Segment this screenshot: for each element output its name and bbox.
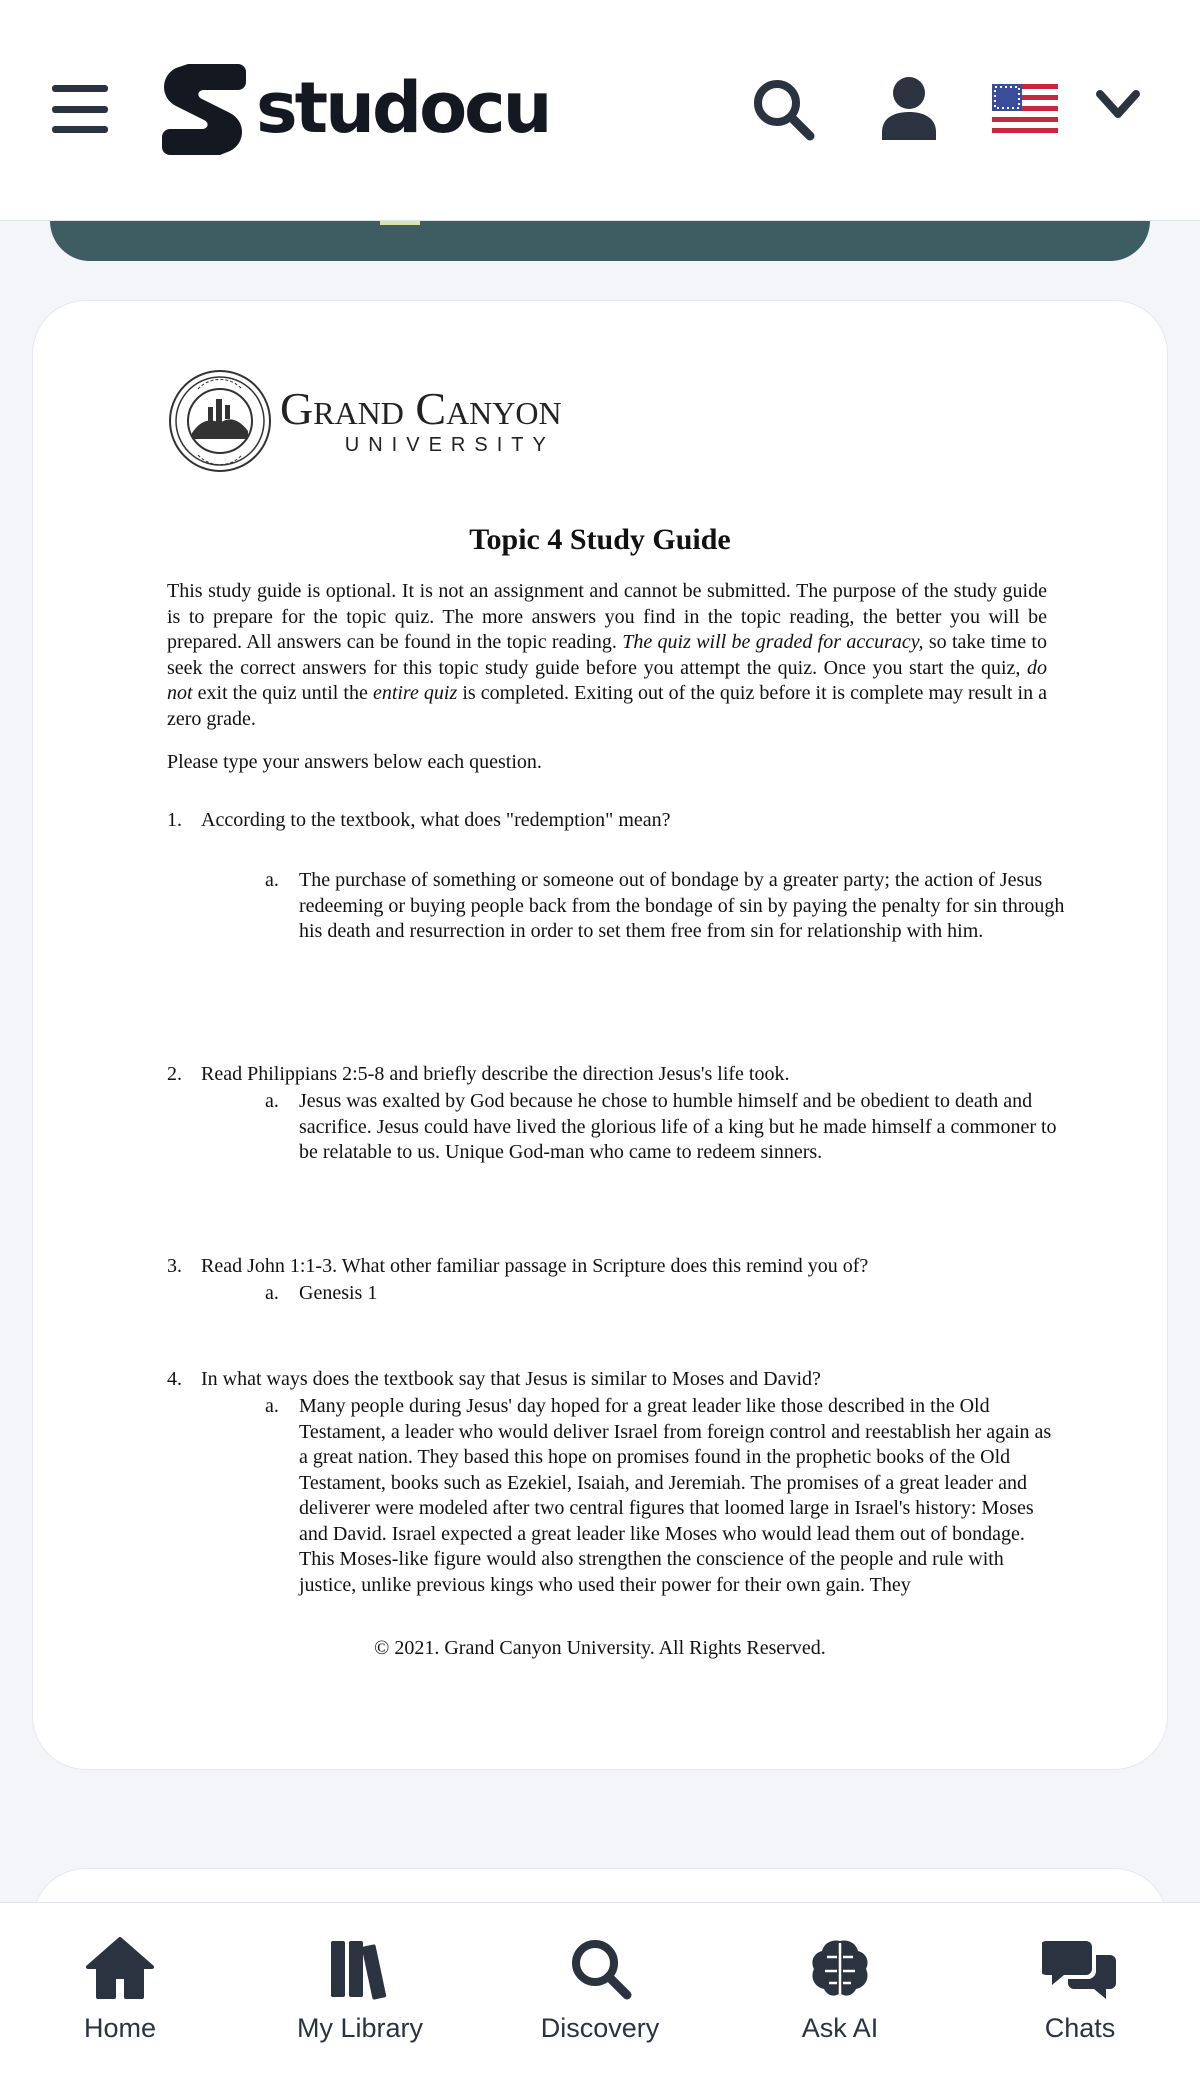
chat-icon bbox=[1042, 1935, 1118, 2001]
nav-label: Home bbox=[83, 2013, 157, 2043]
question-text: In what ways does the textbook say that Jesus is similar to Moses and David? bbox=[201, 1368, 821, 1390]
question-3 bbox=[167, 1255, 1067, 1278]
brand-name: studocu bbox=[256, 67, 550, 149]
brain-icon bbox=[807, 1935, 873, 2001]
intro-italic-2: do not bbox=[167, 656, 1047, 704]
answer-2 bbox=[265, 1089, 1065, 1166]
question-number: 3. bbox=[167, 1255, 182, 1277]
answer-text: Genesis 1 bbox=[299, 1282, 378, 1304]
answer-letter: a. bbox=[265, 1395, 279, 1417]
answer-4 bbox=[265, 1394, 1065, 1598]
question-4 bbox=[167, 1368, 1067, 1391]
copyright-footer: © 2021. Grand Canyon University. All Rights Reserved. bbox=[374, 1637, 826, 1659]
nav-label: Ask AI bbox=[801, 2013, 879, 2043]
top-header bbox=[0, 0, 1200, 221]
promo-banner[interactable] bbox=[50, 215, 1150, 261]
user-icon[interactable] bbox=[880, 76, 938, 140]
nav-home[interactable] bbox=[0, 1903, 240, 2074]
answer-3 bbox=[265, 1281, 1065, 1307]
answer-text: The purchase of something or someone out of bondage by a greater party; the action of Jesus redeeming or buying people back from the bondage of sin by paying the penalty for sin through his death and resurrection in order to set them free from sin for relationship with him. bbox=[299, 869, 1065, 942]
gcu-logo bbox=[168, 369, 562, 473]
intro-text-2: so take time to seek the correct answers for this topic study guide before you attempt the quiz. Once you start the quiz, bbox=[167, 631, 1047, 679]
home-icon bbox=[84, 1935, 156, 2001]
nav-label: Discovery bbox=[540, 2013, 660, 2043]
gcu-subtitle: UNIVERSITY bbox=[344, 433, 555, 456]
studocu-logo-mark-icon bbox=[158, 60, 250, 156]
gcu-seal-icon bbox=[168, 369, 272, 473]
answer-text: Jesus was exalted by God because he chose to humble himself and be obedient to death and sacrifice. Jesus could have lived the glorious life of a king but he made himself a commoner to be relatable to us. Unique God-man who came to redeem sinners. bbox=[299, 1090, 1057, 1163]
question-number: 2. bbox=[167, 1063, 182, 1085]
document-title: Topic 4 Study Guide bbox=[469, 523, 731, 556]
nav-ask-ai[interactable] bbox=[720, 1903, 960, 2074]
chevron-down-icon[interactable] bbox=[1094, 84, 1142, 124]
nav-label: Chats bbox=[1044, 2013, 1116, 2043]
answer-letter: a. bbox=[265, 1090, 279, 1112]
menu-icon[interactable] bbox=[52, 85, 108, 133]
intro-text-1: This study guide is optional. It is not an assignment and cannot be submitted. The purpose of the study guide is to prepare for the topic quiz. The more answers you find in the topic reading, the better you will be prepared. All answers can be found in the topic reading. bbox=[167, 580, 1047, 653]
question-number: 4. bbox=[167, 1368, 182, 1390]
search-icon bbox=[567, 1935, 633, 2001]
intro-italic-1: The quiz will be graded for accuracy, bbox=[622, 631, 924, 653]
nav-my-library[interactable] bbox=[240, 1903, 480, 2074]
gcu-name: Grand Canyon bbox=[280, 382, 562, 434]
question-text: Read John 1:1-3. What other familiar passage in Scripture does this remind you of? bbox=[201, 1255, 869, 1277]
intro-text-4: is completed. Exiting out of the quiz before it is complete may result in a zero grade. bbox=[167, 682, 1048, 730]
answer-letter: a. bbox=[265, 1282, 279, 1304]
document-content bbox=[33, 301, 1167, 1769]
bottom-nav bbox=[0, 1902, 1200, 2074]
intro-paragraph bbox=[167, 579, 1047, 732]
studocu-logo[interactable] bbox=[158, 60, 550, 156]
answer-letter: a. bbox=[265, 869, 279, 891]
question-number: 1. bbox=[167, 809, 182, 831]
library-icon bbox=[327, 1935, 393, 2001]
answer-text: Many people during Jesus' day hoped for a great leader like those described in the Old Testament, a leader who would deliver Israel from foreign control and reestablish her again as a great nation. They based this hope on promises found in the prophetic books of the Old Testament, books such as Ezekiel, Isaiah, and Jeremiah. The promises of a great leader and deliverer were modeled after two central figures that loomed large in Israel's history: Moses and David. Israel expected a great leader like Moses who would lead them out of bondage. This Moses-like figure would also strengthen the conscience of the people and rule with justice, unlike previous kings who used their power for their own gain. They bbox=[299, 1395, 1052, 1596]
question-1 bbox=[167, 809, 1067, 832]
search-icon[interactable] bbox=[750, 76, 816, 142]
intro-text-3: exit the quiz until the bbox=[192, 682, 373, 704]
answer-1 bbox=[265, 868, 1065, 945]
instruction-text: Please type your answers below each question. bbox=[167, 751, 542, 773]
us-flag-icon[interactable] bbox=[992, 84, 1058, 134]
question-text: Read Philippians 2:5-8 and briefly describe the direction Jesus's life took. bbox=[201, 1063, 790, 1085]
nav-discovery[interactable] bbox=[480, 1903, 720, 2074]
nav-chats[interactable] bbox=[960, 1903, 1200, 2074]
question-2 bbox=[167, 1063, 1067, 1086]
nav-label: My Library bbox=[296, 2013, 424, 2043]
document-page bbox=[32, 300, 1168, 1770]
question-text: According to the textbook, what does "redemption" mean? bbox=[201, 809, 671, 831]
intro-italic-3: entire quiz bbox=[372, 682, 458, 704]
